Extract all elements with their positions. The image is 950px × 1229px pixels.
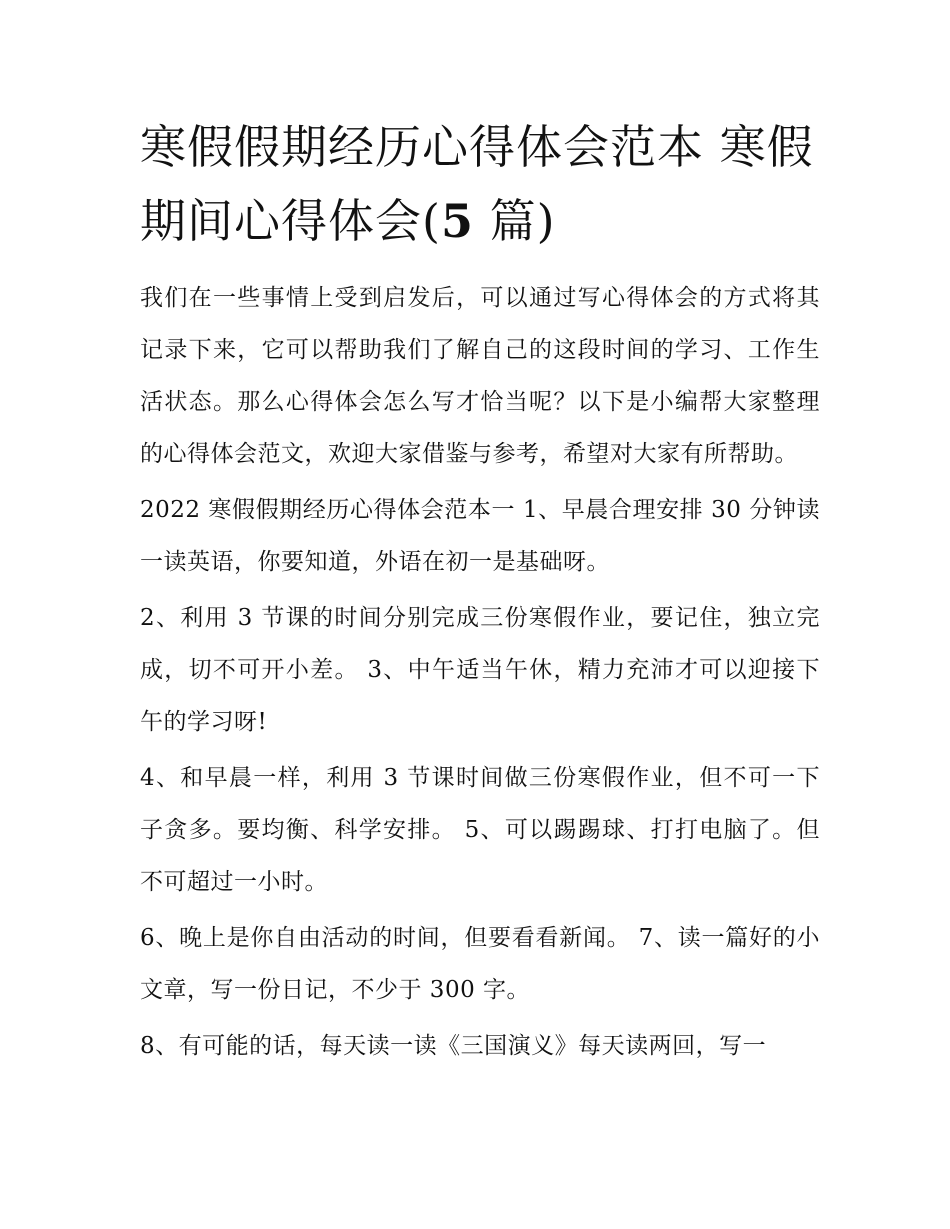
- body-paragraph-2: 2、利用 3 节课的时间分别完成三份寒假作业，要记住，独立完成，切不可开小差。 3、中午适当午休，精力充沛才可以迎接下午的学习呀!: [140, 605, 820, 735]
- body-paragraph-1: 2022 寒假假期经历心得体会范本一 1、早晨合理安排 30 分钟读一读英语，你要知道，外语在初一是基础呀。: [140, 497, 820, 575]
- title-text-part1: 寒假假期经历心得体会范本 寒假期间心得体会(: [140, 120, 814, 248]
- title-text-part2: 篇): [473, 194, 556, 248]
- body-paragraph-4: 6、晚上是你自由活动的时间，但要看看新闻。 7、读一篇好的小文章，写一份日记，不少于 300 字。: [140, 925, 820, 1003]
- document-title: [140, 110, 820, 272]
- document-page: [140, 110, 820, 1076]
- body-paragraph-5: 8、有可能的话，每天读一读《三国演义》每天读两回，写一: [140, 1033, 767, 1059]
- title-text-count: 5: [440, 194, 474, 248]
- intro-paragraph: 我们在一些事情上受到启发后，可以通过写心得体会的方式将其记录下来，它可以帮助我们了解自己的这段时间的学习、工作生活状态。那么心得体会怎么写才恰当呢？以下是小编帮大家整理的心得体会范文，欢迎大家借鉴与参考，希望对大家有所帮助。: [140, 285, 820, 467]
- body-paragraph-3: 4、和早晨一样，利用 3 节课时间做三份寒假作业，但不可一下子贪多。要均衡、科学安排。 5、可以踢踢球、打打电脑了。但不可超过一小时。: [140, 765, 820, 895]
